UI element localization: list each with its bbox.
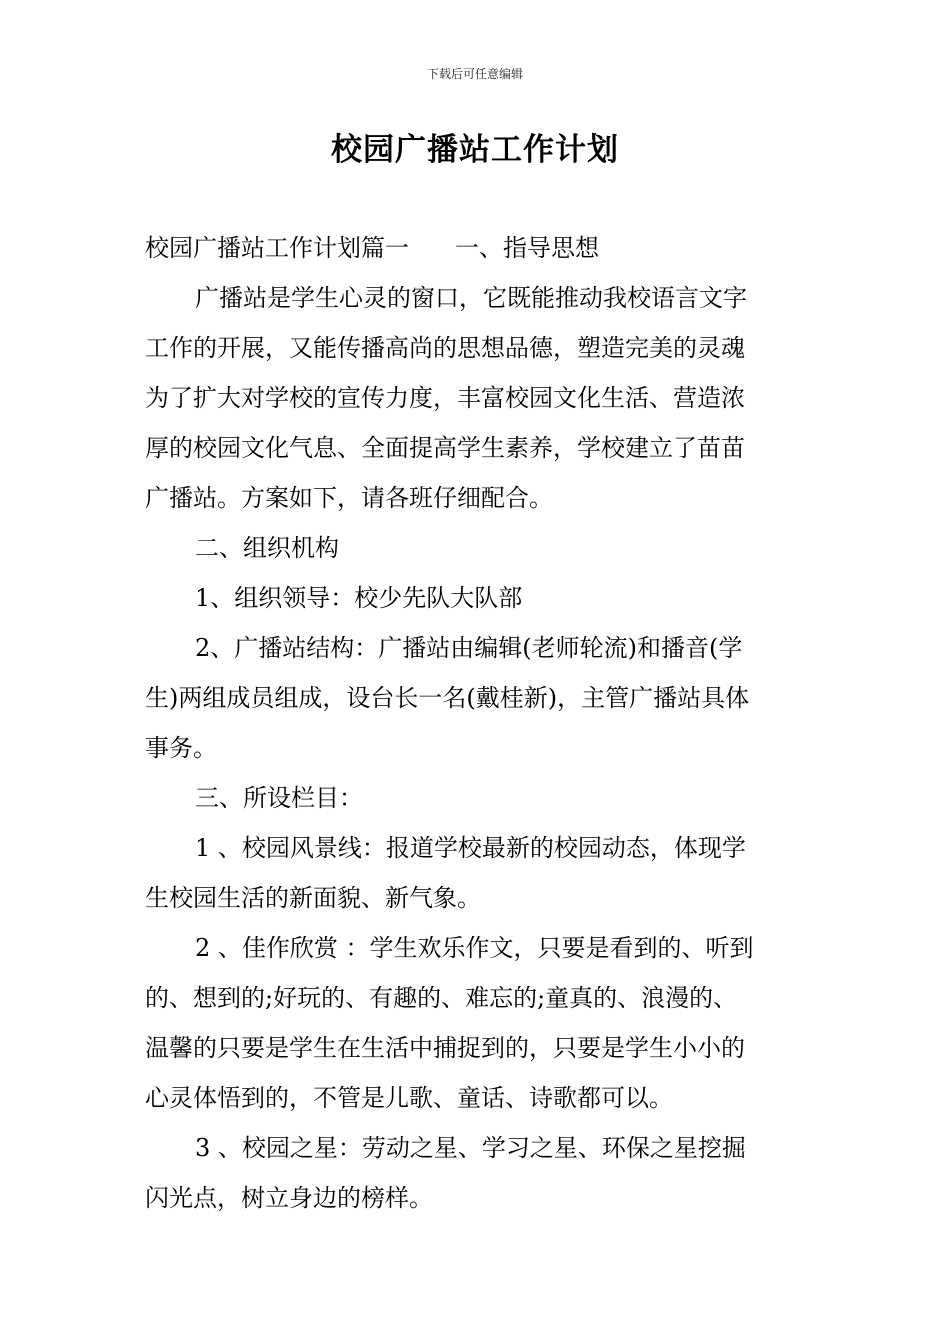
paragraph-line: 1 、校园风景线：报道学校最新的校园动态，体现学 [195, 834, 746, 862]
paragraph-line: 的、想到的;好玩的、有趣的、难忘的;童真的、浪漫的、 [145, 984, 738, 1012]
paragraph-line: 事务。 [145, 734, 217, 762]
document-body [145, 223, 810, 1223]
paragraph-line: 为了扩大对学校的宣传力度，丰富校园文化生活、营造浓 [145, 384, 745, 412]
paragraph-line: 生校园生活的新面貌、新气象。 [145, 884, 481, 912]
paragraph-line: 心灵体悟到的，不管是儿歌、童话、诗歌都可以。 [145, 1084, 673, 1112]
section-heading-columns: 三、所设栏目： [195, 784, 363, 812]
section-heading-guiding-thought: 一、指导思想 [455, 234, 599, 262]
paragraph-line: 广播站是学生心灵的窗口，它既能推动我校语言文字 [195, 284, 747, 312]
paragraph-line: 2 、佳作欣赏 ：学生欢乐作文，只要是看到的、听到 [195, 934, 754, 962]
paragraph-line: 厚的校园文化气息、全面提高学生素养，学校建立了苗苗 [145, 434, 745, 462]
paragraph-line: 广播站。方案如下，请各班仔细配合。 [145, 484, 553, 512]
paragraph-line: 工作的开展，又能传播高尚的思想品德，塑造完美的灵魂 [145, 334, 745, 362]
paragraph-line: 2、广播站结构：广播站由编辑(老师轮流)和播音(学 [195, 634, 743, 662]
header-note: 下载后可任意编辑 [426, 67, 523, 81]
document-title: 校园广播站工作计划 [331, 132, 619, 168]
paragraph-line: 温馨的只要是学生在生活中捕捉到的，只要是学生小小的 [145, 1034, 745, 1062]
section-heading-organization: 二、组织机构 [195, 534, 339, 562]
paragraph-line: 3 、校园之星：劳动之星、学习之星、环保之星挖掘 [195, 1134, 746, 1162]
paragraph-line: 生)两组成员组成，设台长一名(戴桂新)，主管广播站具体 [145, 684, 750, 712]
paragraph-line: 1、组织领导：校少先队大队部 [195, 584, 523, 612]
intro-line [145, 223, 810, 273]
paragraph-line: 闪光点，树立身边的榜样。 [145, 1184, 433, 1212]
intro-heading: 校园广播站工作计划篇一 [145, 234, 409, 262]
